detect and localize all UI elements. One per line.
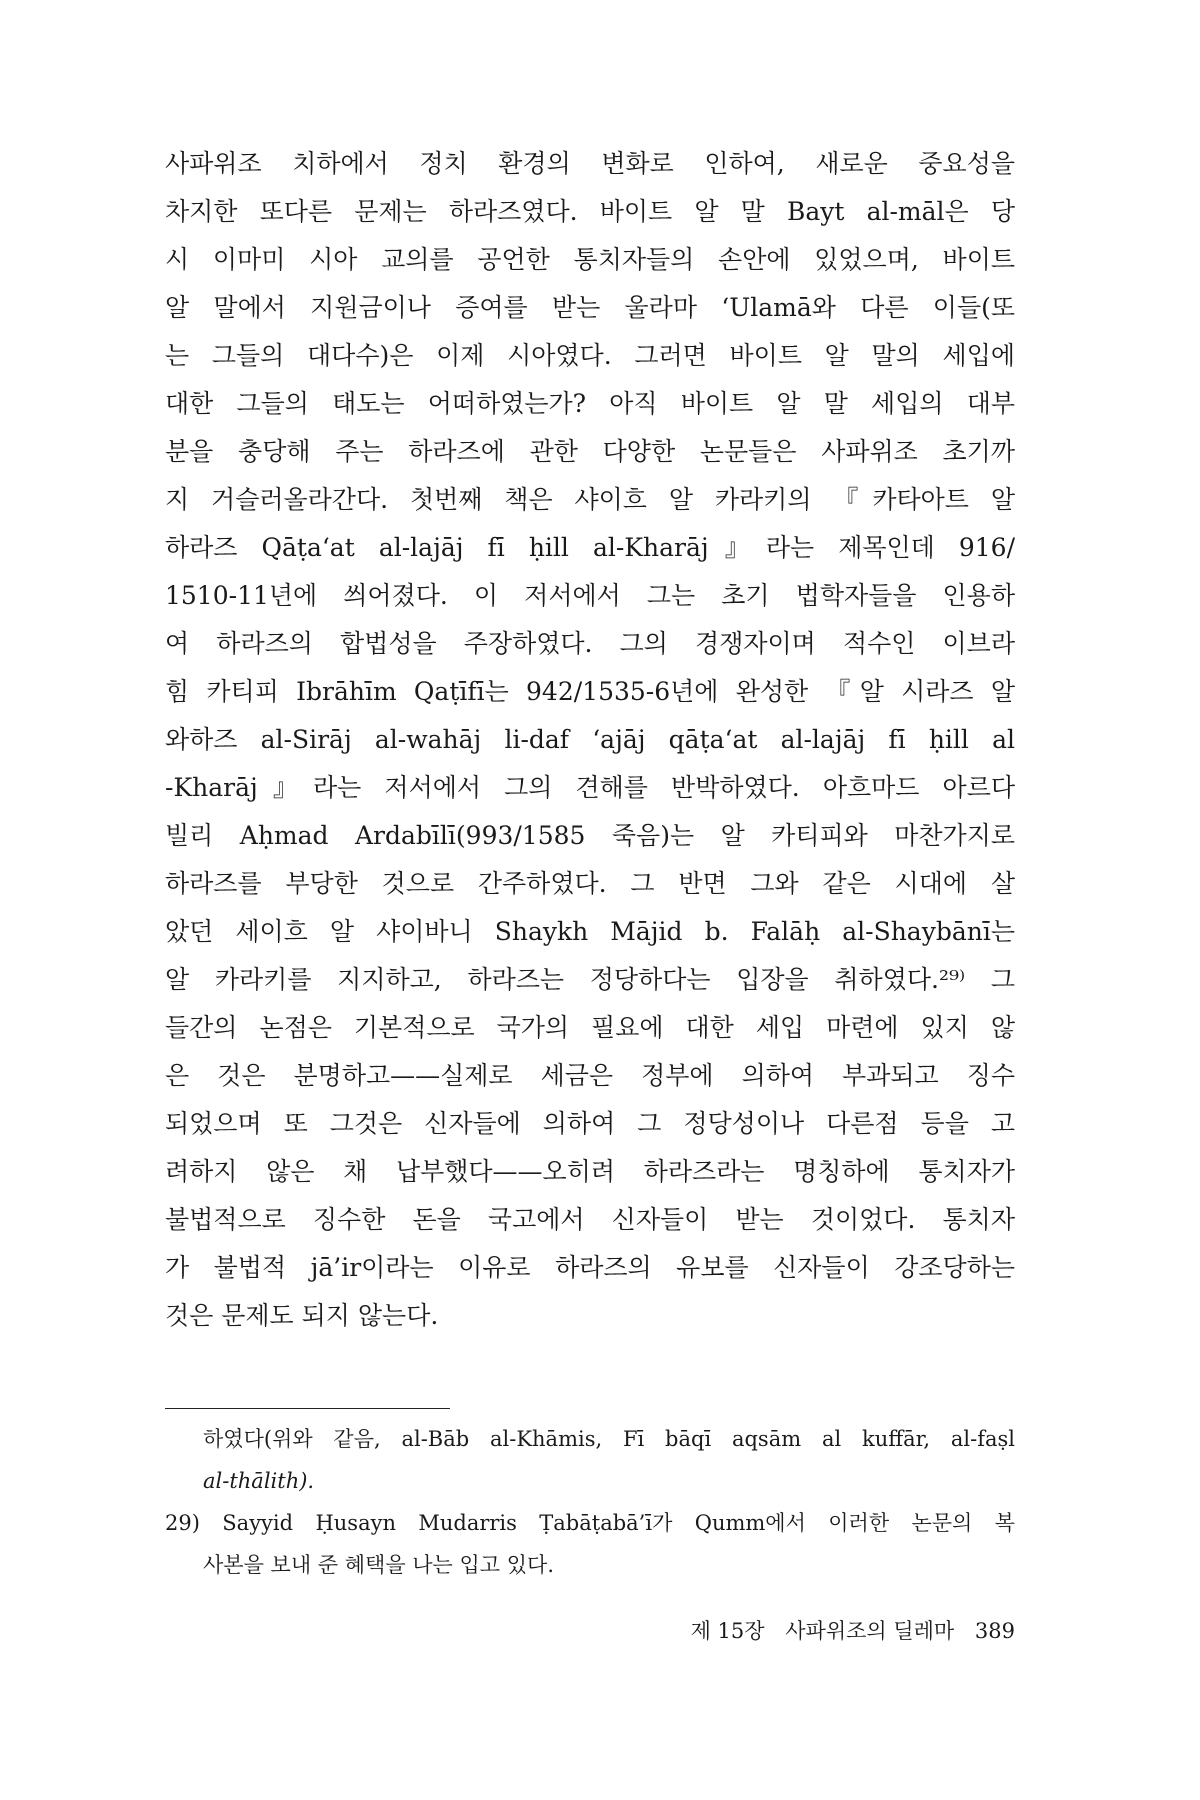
text-line: 빌리 Aḥmad Ardabīlī(993/1585 죽음)는 알 카티피와 마찬가지로 xyxy=(165,821,1015,850)
chapter-title: 사파위조의 딜레마 xyxy=(785,1619,955,1643)
footnote-continued-line: 하였다(위와 같음, al-Bāb al-Khāmis, Fī bāqī aqsām al kuffār, al-faṣl xyxy=(203,1427,1015,1451)
footnote-continued-line: al-thālith). xyxy=(203,1469,315,1493)
text-line: 되었으며 또 그것은 신자들에 의하여 그 정당성이나 다른점 등을 고 xyxy=(165,1109,1015,1138)
text-line: 시 이마미 시아 교의를 공언한 통치자들의 손안에 있었으며, 바이트 xyxy=(165,245,1015,274)
text-line: 지 거슬러올라간다. 첫번째 책은 샤이흐 알 카라키의 『카타아트 알 xyxy=(165,485,1015,514)
text-line: 았던 세이흐 알 샤이바니 Shaykh Mājid b. Falāḥ al-Shaybānī는 xyxy=(165,917,1015,946)
text-line: 알 카라키를 지지하고, 하라즈는 정당하다는 입장을 취하였다.²⁹⁾ 그 xyxy=(165,965,1015,994)
text-line: 알 말에서 지원금이나 증여를 받는 울라마 ‘Ulamā와 다른 이들(또 xyxy=(165,293,1015,322)
page-number: 389 xyxy=(974,1619,1015,1643)
text-line: 힘 카티피 Ibrāhīm Qaṭīfī는 942/1535-6년에 완성한 『알 시라즈 알 xyxy=(165,677,1015,706)
running-footer xyxy=(600,1615,1015,1645)
text-line: 와하즈 al-Sirāj al-wahāj li-daf ‘ajāj qāṭa‘at al-lajāj fī ḥill al xyxy=(165,725,1015,754)
footnote-29: 29) Sayyid Ḥusayn Mudarris Ṭabāṭabā’ī가 Qumm에서 이러한 논문의 복 xyxy=(165,1511,1015,1535)
text-line: 것은 문제도 되지 않는다. xyxy=(165,1301,439,1330)
text-line: 려하지 않은 채 납부했다——오히려 하라즈라는 명칭하에 통치자가 xyxy=(165,1157,1015,1186)
footnotes xyxy=(165,1418,1015,1586)
text-line: 가 불법적 jā’ir이라는 이유로 하라즈의 유보를 신자들이 강조당하는 xyxy=(165,1253,1015,1282)
footnote-29-continuation: 사본을 보내 준 혜택을 나는 입고 있다. xyxy=(203,1553,555,1577)
text-line: 사파위조 치하에서 정치 환경의 변화로 인하여, 새로운 중요성을 xyxy=(165,149,1015,178)
text-line: -Kharāj』라는 저서에서 그의 견해를 반박하였다. 아흐마드 아르다 xyxy=(165,773,1015,802)
text-line: 는 그들의 대다수)은 이제 시아였다. 그러면 바이트 알 말의 세입에 xyxy=(165,341,1015,370)
text-line: 여 하라즈의 합법성을 주장하였다. 그의 경쟁자이며 적수인 이브라 xyxy=(165,629,1015,658)
text-line: 은 것은 분명하고——실제로 세금은 정부에 의하여 부과되고 징수 xyxy=(165,1061,1015,1090)
text-line: 하라즈 Qāṭa‘at al-lajāj fī ḥill al-Kharāj』라는 제목인데 916/ xyxy=(165,533,1015,562)
footnote-divider xyxy=(165,1408,450,1409)
text-line: 하라즈를 부당한 것으로 간주하였다. 그 반면 그와 같은 시대에 살 xyxy=(165,869,1015,898)
text-line: 대한 그들의 태도는 어떠하였는가? 아직 바이트 알 말 세입의 대부 xyxy=(165,389,1015,418)
text-line: 분을 충당해 주는 하라즈에 관한 다양한 논문들은 사파위조 초기까 xyxy=(165,437,1015,466)
main-text xyxy=(165,140,1015,1340)
chapter-label: 제 15장 xyxy=(690,1619,765,1643)
text-line: 1510-11년에 씌어졌다. 이 저서에서 그는 초기 법학자들을 인용하 xyxy=(165,581,1015,610)
text-line: 들간의 논점은 기본적으로 국가의 필요에 대한 세입 마련에 있지 않 xyxy=(165,1013,1015,1042)
text-line: 차지한 또다른 문제는 하라즈였다. 바이트 알 말 Bayt al-māl은 당 xyxy=(165,197,1015,226)
text-line: 불법적으로 징수한 돈을 국고에서 신자들이 받는 것이었다. 통치자 xyxy=(165,1205,1015,1234)
